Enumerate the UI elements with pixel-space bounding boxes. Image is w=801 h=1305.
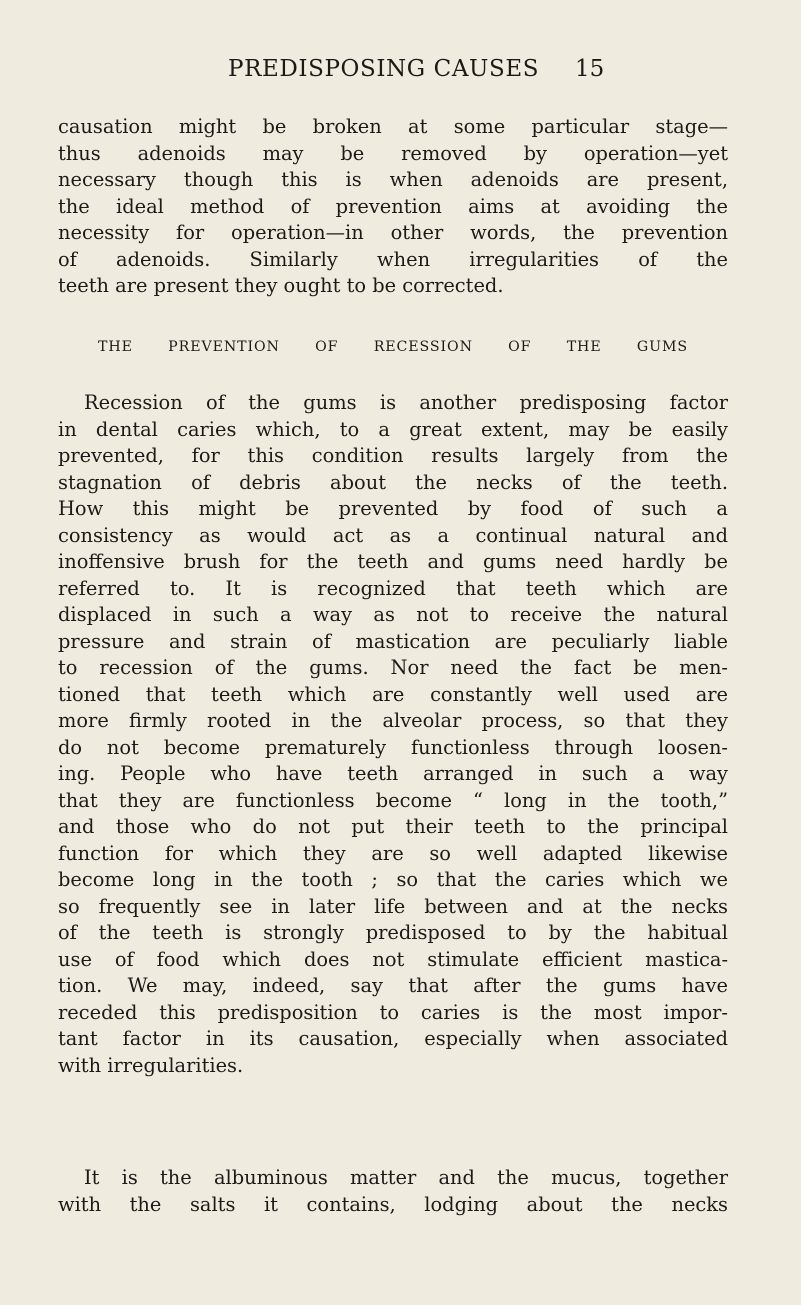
text-line: ing. People who have teeth arranged in such a way — [58, 762, 728, 785]
text-line: of adenoids. Similarly when irregularities of the — [58, 247, 728, 271]
text-line: become long in the tooth ; so that the caries which we — [58, 868, 728, 891]
text-line: to recession of the gums. Nor need the fact be men- — [58, 656, 728, 679]
text-line: thus adenoids may be removed by operation—yet — [58, 141, 728, 165]
text-line: causation might be broken at some particular stage— — [58, 115, 728, 138]
paragraph-adenoids — [58, 114, 728, 300]
text-line: that they are functionless become “ long in the tooth,” — [58, 788, 728, 812]
text-line: and those who do not put their teeth to the principal — [58, 815, 728, 838]
text-line: of the teeth is strongly predisposed to by the habitual — [58, 921, 728, 944]
paragraph-recession — [58, 390, 728, 1079]
text-line: inoffensive brush for the teeth and gums need hardly be — [58, 550, 728, 573]
text-line: in dental caries which, to a great extent, may be easily — [58, 417, 728, 441]
section-heading: THE PREVENTION OF RECESSION OF THE GUMS — [98, 339, 688, 355]
text-line: function for which they are so well adapted likewise — [58, 841, 728, 865]
paragraph-albuminous-matter — [58, 1165, 728, 1218]
running-title: PREDISPOSING CAUSES — [228, 56, 540, 82]
text-line: receded this predisposition to caries is the most impor- — [58, 1000, 728, 1024]
text-line: displaced in such a way as not to receive the natural — [58, 603, 728, 626]
text-line: teeth are present they ought to be corrected. — [58, 274, 504, 297]
text-line: referred to. It is recognized that teeth which are — [58, 576, 728, 600]
text-line: more firmly rooted in the alveolar process, so that they — [58, 709, 728, 732]
text-line: tioned that teeth which are constantly well used are — [58, 682, 728, 706]
text-line: with irregularities. — [58, 1053, 244, 1077]
text-line: It is the albuminous matter and the mucus, together — [84, 1166, 728, 1189]
text-line: tant factor in its causation, especially when associated — [58, 1027, 728, 1050]
text-line: pressure and strain of mastication are peculiarly liable — [58, 629, 728, 653]
text-line: How this might be prevented by food of such a — [58, 497, 728, 520]
text-line: consistency as would act as a continual natural and — [58, 523, 728, 547]
text-line: so frequently see in later life between and at the necks — [58, 894, 728, 918]
text-line: use of food which does not stimulate efficient mastica- — [58, 947, 728, 971]
text-line: necessity for operation—in other words, the prevention — [58, 221, 728, 244]
text-line: the ideal method of prevention aims at avoiding the — [58, 194, 728, 218]
text-line: tion. We may, indeed, say that after the gums have — [58, 974, 728, 997]
text-line: necessary though this is when adenoids are present, — [58, 168, 728, 191]
page-number: 15 — [575, 56, 605, 82]
text-line: with the salts it contains, lodging about the necks — [58, 1192, 728, 1216]
text-line: do not become prematurely functionless through loosen- — [58, 735, 728, 759]
text-line: stagnation of debris about the necks of the teeth. — [58, 470, 728, 494]
text-line: Recession of the gums is another predisposing factor — [84, 391, 728, 414]
text-line: prevented, for this condition results largely from the — [58, 444, 728, 467]
